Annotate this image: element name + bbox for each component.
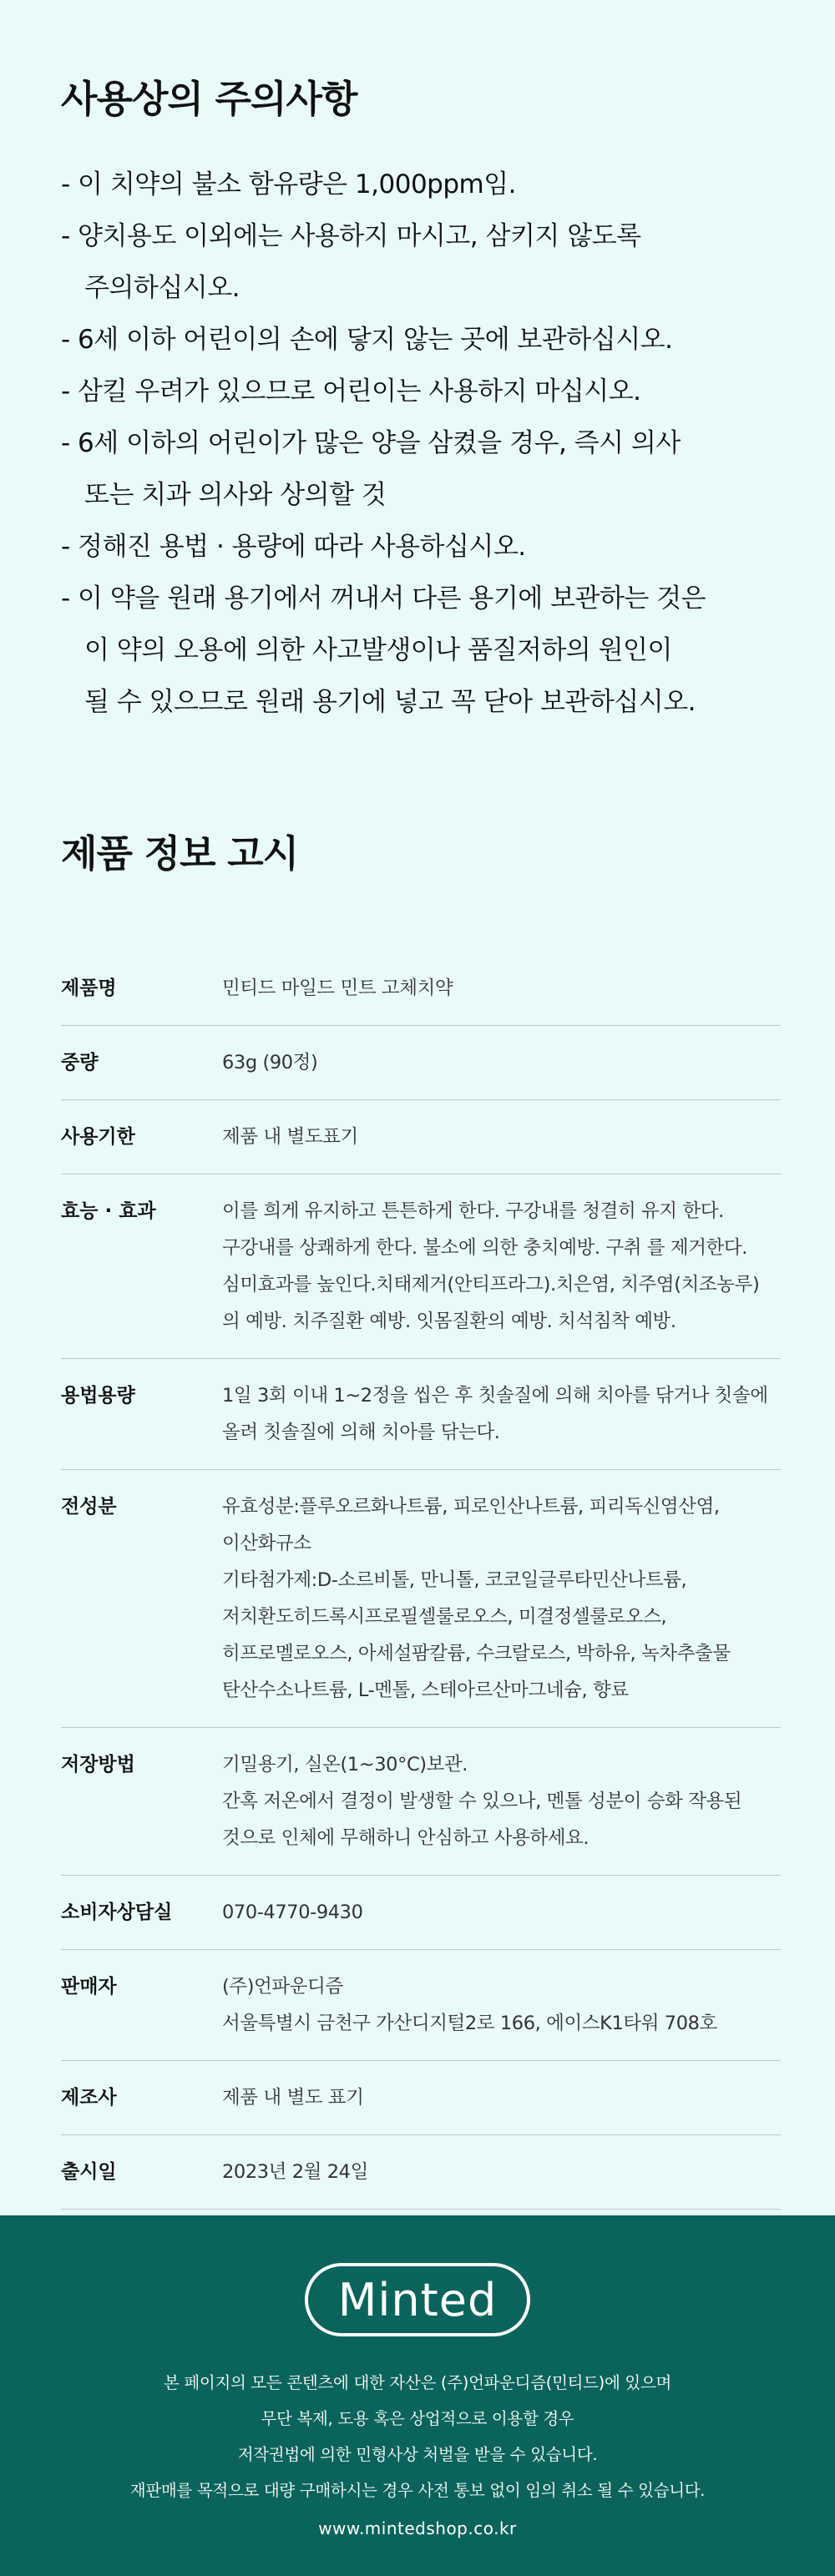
- precaution-item: [61, 210, 779, 314]
- precaution-item: [61, 314, 779, 366]
- precaution-line: 이 약의 오용에 의한 사고발생이나 품질저하의 원인이: [84, 635, 672, 665]
- footer-line: 본 페이지의 모든 콘텐츠에 대한 자산은 (주)언파운디즘(민티드)에 있으며: [163, 2373, 672, 2392]
- info-value-line: 기밀용기, 실온(1~30°C)보관.: [222, 1754, 468, 1775]
- info-value-line: 070-4770-9430: [222, 1902, 363, 1923]
- info-label: 판매자: [61, 1976, 117, 1998]
- info-value: [222, 1044, 781, 1081]
- info-label: 제품명: [61, 977, 117, 999]
- info-label: 사용기한: [61, 1126, 135, 1148]
- info-value-line: 간혹 저온에서 결정이 발생할 수 있으나, 멘톨 성분이 승화 작용된: [222, 1791, 742, 1812]
- info-row: [61, 933, 781, 1026]
- precaution-line: - 양치용도 이외에는 사용하지 마시고, 삼키지 않도록: [61, 221, 641, 251]
- info-row: [61, 1100, 781, 1174]
- info-value: [222, 1193, 781, 1340]
- info-value: [222, 1377, 781, 1451]
- precautions-section: [61, 77, 779, 728]
- footer: [0, 2215, 835, 2576]
- precaution-line: - 이 약을 원래 용기에서 꺼내서 다른 용기에 보관하는 것은: [61, 583, 706, 614]
- info-value-line: 기타첨가제:D-소르비톨, 만니톨, 코코일글루타민산나트륨,: [222, 1569, 687, 1591]
- info-row: [61, 1876, 781, 1950]
- info-value-line: 제품 내 별도표기: [222, 1126, 358, 1148]
- minted-logo: Minted: [305, 2263, 530, 2336]
- info-label: 전성분: [61, 1496, 117, 1518]
- precaution-item: [61, 521, 779, 573]
- info-value-line: 의 예방. 치주질환 예방. 잇몸질환의 예방. 치석침착 예방.: [222, 1311, 676, 1332]
- info-value-line: 서울특별시 금천구 가산디지털2로 166, 에이스K1타워 708호: [222, 2013, 717, 2034]
- info-value-line: 것으로 인체에 무해하니 안심하고 사용하세요.: [222, 1827, 590, 1849]
- info-value-line: 저치환도히드록시프로필셀룰로오스, 미결정셀룰로오스,: [222, 1606, 667, 1628]
- product-info-section: [61, 831, 781, 2210]
- info-row: [61, 1728, 781, 1876]
- info-label: 저장방법: [61, 1754, 135, 1775]
- info-row: [61, 2135, 781, 2210]
- info-value-line: 히프로멜로오스, 아세설팜칼륨, 수크랄로스, 박하유, 녹차추출물: [222, 1643, 731, 1664]
- info-label: 제조사: [61, 2087, 117, 2109]
- info-row: [61, 1470, 781, 1728]
- info-value-line: 2023년 2월 24일: [222, 2161, 368, 2183]
- precaution-line: 또는 치과 의사와 상의할 것: [84, 480, 387, 510]
- website-link[interactable]: www.mintedshop.co.kr: [318, 2518, 517, 2538]
- precaution-line: - 6세 이하의 어린이가 많은 양을 삼켰을 경우, 즉시 의사: [61, 428, 681, 458]
- footer-line: 재판매를 목적으로 대량 구매하시는 경우 사전 통보 없이 임의 취소 될 수 있습니다.: [129, 2481, 706, 2500]
- precaution-line: - 정해진 용법 · 용량에 따라 사용하십시오.: [61, 532, 526, 562]
- info-value-line: 올려 칫솔질에 의해 치아를 닦는다.: [222, 1422, 500, 1443]
- info-value-line: (주)언파운디즘: [222, 1976, 343, 1998]
- precaution-line: 될 수 있으므로 원래 용기에 넣고 꼭 닫아 보관하십시오.: [84, 687, 696, 717]
- info-value: [222, 2079, 781, 2116]
- precautions-title: 사용상의 주의사항: [61, 77, 357, 121]
- info-value: [222, 1894, 781, 1931]
- precaution-line: 주의하십시오.: [84, 273, 240, 303]
- precaution-item: [61, 573, 779, 728]
- info-value: [222, 1119, 781, 1155]
- info-value-line: 이산화규소: [222, 1533, 311, 1554]
- precaution-item: [61, 366, 779, 417]
- info-value-line: 구강내를 상쾌하게 한다. 불소에 의한 충치예방. 구취 를 제거한다.: [222, 1237, 747, 1259]
- info-value-line: 탄산수소나트륨, L-멘톨, 스테아르산마그네슘, 향료: [222, 1679, 629, 1701]
- info-value-line: 제품 내 별도 표기: [222, 2087, 364, 2109]
- info-label: 출시일: [61, 2161, 117, 2183]
- precaution-item: [61, 159, 779, 210]
- info-value: [222, 970, 781, 1007]
- info-label: 효능 · 효과: [61, 1200, 156, 1222]
- precautions-list: [61, 159, 779, 728]
- info-value: [222, 1968, 781, 2042]
- info-value-line: 1일 3회 이내 1~2정을 씹은 후 칫솔질에 의해 치아를 닦거나 칫솔에: [222, 1385, 768, 1407]
- product-info-title: 제품 정보 고시: [61, 831, 299, 876]
- info-value: [222, 1488, 781, 1709]
- precaution-item: [61, 417, 779, 521]
- info-row: [61, 1026, 781, 1100]
- info-row: [61, 1359, 781, 1470]
- info-value-line: 심미효과를 높인다.치태제거(안티프라그).치은염, 치주염(치조농루): [222, 1274, 760, 1296]
- footer-line: 저작권법에 의한 민형사상 처벌을 받을 수 있습니다.: [237, 2445, 598, 2464]
- info-row: [61, 1174, 781, 1359]
- info-value: [222, 1746, 781, 1856]
- precaution-line: - 6세 이하 어린이의 손에 닿지 않는 곳에 보관하십시오.: [61, 325, 673, 355]
- info-label: 중량: [61, 1052, 99, 1073]
- product-info-table: [61, 933, 781, 2210]
- info-row: [61, 1950, 781, 2061]
- precaution-line: - 이 치약의 불소 함유량은 1,000ppm임.: [61, 169, 517, 200]
- precaution-line: - 삼킬 우려가 있으므로 어린이는 사용하지 마십시오.: [61, 376, 641, 407]
- info-label: 소비자상담실: [61, 1902, 173, 1923]
- info-value: [222, 2154, 781, 2190]
- info-label: 용법용량: [61, 1385, 135, 1407]
- info-value-line: 63g (90정): [222, 1052, 318, 1073]
- info-row: [61, 2061, 781, 2135]
- footer-notice: [0, 2365, 835, 2508]
- info-value-line: 이를 희게 유지하고 튼튼하게 한다. 구강내를 청결히 유지 한다.: [222, 1200, 724, 1222]
- footer-line: 무단 복제, 도용 혹은 상업적으로 이용할 경우: [261, 2409, 574, 2428]
- info-value-line: 유효성분:플루오르화나트륨, 피로인산나트륨, 피리독신염산염,: [222, 1496, 720, 1518]
- info-value-line: 민티드 마일드 민트 고체치약: [222, 977, 453, 999]
